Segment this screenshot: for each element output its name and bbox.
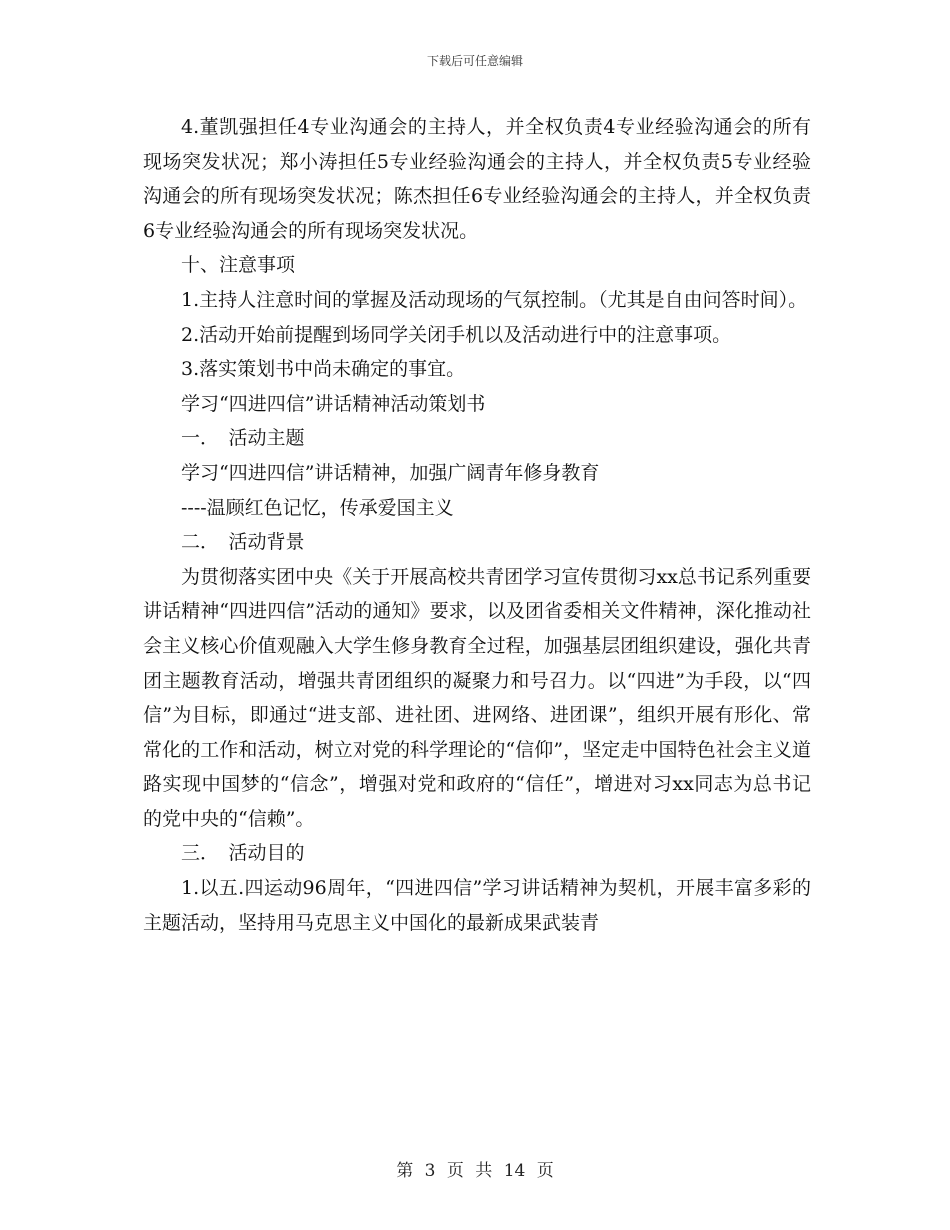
document-subtitle: 学习“四进四信”讲话精神活动策划书: [181, 392, 486, 415]
section-heading-notes: 十、注意事项: [181, 254, 296, 277]
section-heading-theme: 一． 活动主题: [181, 427, 305, 450]
paragraph-note-1: 1.主持人注意时间的掌握及活动现场的气氛控制。（尤其是自由问答时间）。: [181, 288, 808, 311]
page-footer-page-number: 第 3 页 共 14 页: [396, 1161, 554, 1181]
paragraph-purpose-1: 1.以五.四运动96周年，“四进四信”学习讲话精神为契机，开展丰富多彩的主题活动，坚持用马克思主义中国化的最新成果武装青: [143, 877, 811, 934]
page-header-note: 下载后可任意编辑: [426, 54, 523, 68]
section-heading-purpose: 三． 活动目的: [181, 842, 305, 865]
paragraph-background: 为贯彻落实团中央《关于开展高校共青团学习宣传贯彻习xx总书记系列重要讲话精神“四进四信”活动的通知》要求，以及团省委相关文件精神，深化推动社会主义核心价值观融入大学生修身教育全过程，加强基层团组织建设，强化共青团主题教育活动，增强共青团组织的凝聚力和号召力。以“四进”为手段，以“四信”为目标，即通过“进支部、进社团、进网络、进团课”，组织开展有形化、常常化的工作和活动，树立对党的科学理论的“信仰”，坚定走中国特色社会主义道路实现中国梦的“信念”，增强对党和政府的“信任”，增进对习xx同志为总书记的党中央的“信赖”。: [143, 565, 811, 830]
paragraph-hosts-assignment: 4.董凯强担任4专业沟通会的主持人，并全权负责4专业经验沟通会的所有现场突发状况；郑小涛担任5专业经验沟通会的主持人，并全权负责5专业经验沟通会的所有现场突发状况；陈杰担任6专业经验沟通会的主持人，并全权负责6专业经验沟通会的所有现场突发状况。: [143, 116, 811, 242]
paragraph-note-2: 2.活动开始前提醒到场同学关闭手机以及活动进行中的注意事项。: [181, 323, 732, 346]
paragraph-theme-tagline: ----温顾红色记忆，传承爱国主义: [181, 496, 454, 519]
section-heading-background: 二． 活动背景: [181, 531, 305, 554]
document-body: [143, 110, 811, 940]
paragraph-note-3: 3.落实策划书中尚未确定的事宜。: [181, 358, 466, 381]
paragraph-theme: 学习“四进四信”讲话精神，加强广阔青年修身教育: [181, 461, 600, 484]
